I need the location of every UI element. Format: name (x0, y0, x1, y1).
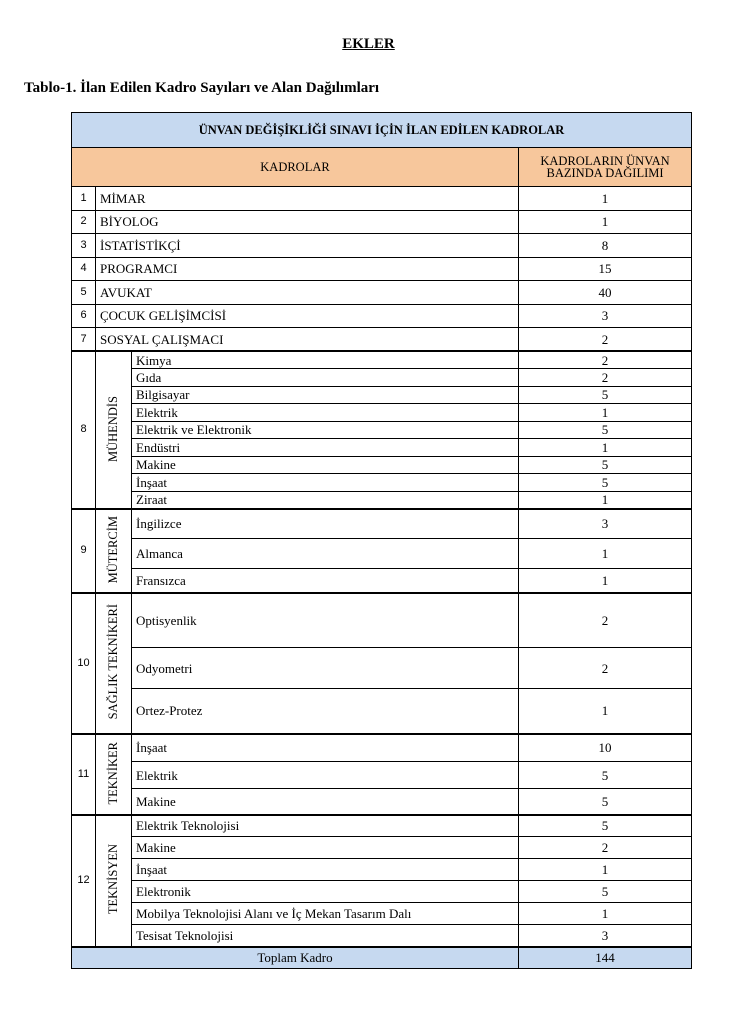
row-name: İSTATİSTİKÇİ (96, 234, 519, 258)
item-name: İnşaat (132, 859, 519, 881)
group-title: MÜHENDİS (106, 395, 121, 462)
row-number: 6 (72, 304, 96, 328)
row-number: 7 (72, 328, 96, 352)
table-title: ÜNVAN DEĞİŞİKLİĞİ SINAVI İÇİN İLAN EDİLEN KADROLAR (72, 113, 692, 148)
table-row (72, 491, 692, 509)
item-name: Makine (132, 456, 519, 474)
group-title-cell (96, 593, 132, 734)
item-count: 10 (519, 734, 692, 762)
table-row (72, 569, 692, 593)
table-row (72, 881, 692, 903)
total-row (72, 947, 692, 969)
item-count: 2 (519, 837, 692, 859)
item-count: 2 (519, 369, 692, 387)
item-name: Ziraat (132, 491, 519, 509)
item-name: İngilizce (132, 509, 519, 539)
item-count: 2 (519, 351, 692, 369)
table-row (72, 474, 692, 492)
item-count: 2 (519, 593, 692, 648)
table-row (72, 689, 692, 734)
table-row (72, 404, 692, 422)
item-name: Elektronik (132, 881, 519, 903)
table-row (72, 837, 692, 859)
item-name: Ortez-Protez (132, 689, 519, 734)
item-count: 3 (519, 509, 692, 539)
table-row (72, 925, 692, 947)
table-row (72, 369, 692, 387)
table-row (72, 351, 692, 369)
group-title-cell (96, 509, 132, 593)
group-title: SAĞLIK TEKNİKERİ (106, 604, 121, 720)
total-label: Toplam Kadro (72, 947, 519, 969)
row-count: 1 (519, 210, 692, 234)
table-caption: Tablo-1. İlan Edilen Kadro Sayıları ve Alan Dağılımları (24, 80, 380, 96)
table-row (72, 386, 692, 404)
kadro-table (71, 112, 692, 969)
table-row (72, 648, 692, 689)
row-count: 15 (519, 257, 692, 281)
group-number: 11 (72, 734, 96, 815)
item-count: 5 (519, 421, 692, 439)
row-count: 8 (519, 234, 692, 258)
item-name: İnşaat (132, 734, 519, 762)
row-count: 40 (519, 281, 692, 305)
item-name: Optisyenlik (132, 593, 519, 648)
table-row (72, 456, 692, 474)
table-row (72, 859, 692, 881)
item-name: Gıda (132, 369, 519, 387)
table-row (72, 762, 692, 789)
group-title-cell (96, 351, 132, 509)
item-name: Endüstri (132, 439, 519, 457)
row-number: 1 (72, 187, 96, 211)
group-number: 9 (72, 509, 96, 593)
group-title: TEKNİKER (106, 741, 121, 805)
table-row (72, 304, 692, 328)
row-number: 2 (72, 210, 96, 234)
row-count: 3 (519, 304, 692, 328)
item-name: Makine (132, 789, 519, 815)
table-row (72, 421, 692, 439)
row-name: ÇOCUK GELİŞİMCİSİ (96, 304, 519, 328)
column-header-dagilim: KADROLARIN ÜNVAN BAZINDA DAĞILIMI (519, 148, 692, 187)
column-header-kadrolar: KADROLAR (72, 148, 519, 187)
item-count: 5 (519, 386, 692, 404)
row-name: PROGRAMCI (96, 257, 519, 281)
row-name: SOSYAL ÇALIŞMACI (96, 328, 519, 352)
table-row (72, 815, 692, 837)
table-row (72, 439, 692, 457)
table-row (72, 593, 692, 648)
group-number: 8 (72, 351, 96, 509)
item-count: 5 (519, 456, 692, 474)
table-row (72, 789, 692, 815)
table-row (72, 539, 692, 569)
item-name: Almanca (132, 539, 519, 569)
item-count: 2 (519, 648, 692, 689)
group-title-cell (96, 815, 132, 947)
item-name: Bilgisayar (132, 386, 519, 404)
group-number: 12 (72, 815, 96, 947)
item-name: Fransızca (132, 569, 519, 593)
row-name: MİMAR (96, 187, 519, 211)
item-count: 5 (519, 789, 692, 815)
item-name: Elektrik (132, 404, 519, 422)
item-count: 1 (519, 903, 692, 925)
table-row (72, 257, 692, 281)
row-count: 1 (519, 187, 692, 211)
item-count: 1 (519, 539, 692, 569)
row-name: AVUKAT (96, 281, 519, 305)
row-count: 2 (519, 328, 692, 352)
total-value: 144 (519, 947, 692, 969)
table-row (72, 734, 692, 762)
table-row (72, 281, 692, 305)
row-number: 3 (72, 234, 96, 258)
item-count: 5 (519, 762, 692, 789)
item-name: Odyometri (132, 648, 519, 689)
row-name: BİYOLOG (96, 210, 519, 234)
group-number: 10 (72, 593, 96, 734)
item-name: Kimya (132, 351, 519, 369)
table-row (72, 903, 692, 925)
item-count: 1 (519, 491, 692, 509)
item-name: Elektrik (132, 762, 519, 789)
item-count: 5 (519, 881, 692, 903)
item-name: Elektrik Teknolojisi (132, 815, 519, 837)
table-row (72, 328, 692, 352)
row-number: 5 (72, 281, 96, 305)
item-count: 1 (519, 859, 692, 881)
item-name: Mobilya Teknolojisi Alanı ve İç Mekan Tasarım Dalı (132, 903, 519, 925)
page-heading: EKLER (342, 36, 395, 52)
item-count: 5 (519, 474, 692, 492)
item-name: Makine (132, 837, 519, 859)
table-row (72, 187, 692, 211)
item-count: 1 (519, 439, 692, 457)
item-count: 5 (519, 815, 692, 837)
group-title-cell (96, 734, 132, 815)
item-name: İnşaat (132, 474, 519, 492)
item-name: Tesisat Teknolojisi (132, 925, 519, 947)
item-count: 1 (519, 569, 692, 593)
item-count: 1 (519, 689, 692, 734)
item-name: Elektrik ve Elektronik (132, 421, 519, 439)
row-number: 4 (72, 257, 96, 281)
table-row (72, 509, 692, 539)
item-count: 3 (519, 925, 692, 947)
group-title: MÜTERCİM (106, 515, 121, 584)
group-title: TEKNİSYEN (106, 844, 121, 915)
table-row (72, 234, 692, 258)
table-row (72, 210, 692, 234)
item-count: 1 (519, 404, 692, 422)
